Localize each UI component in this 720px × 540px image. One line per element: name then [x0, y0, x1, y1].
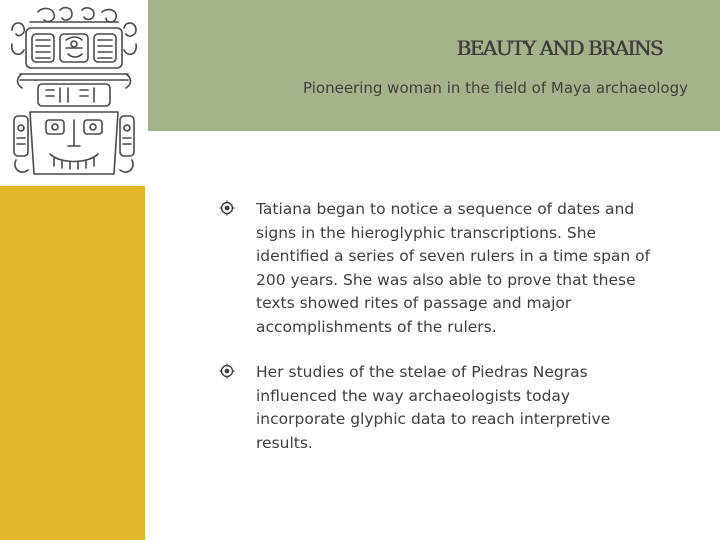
slide-subtitle: Pioneering woman in the field of Maya archaeology — [303, 79, 688, 97]
header-band — [148, 0, 720, 131]
bullet-list — [218, 198, 658, 477]
circled-dot-bullet-icon — [219, 363, 235, 379]
bullet-item — [218, 361, 658, 455]
maya-glyph-illustration — [8, 4, 140, 184]
side-accent-band — [0, 186, 145, 540]
slide-title: BEAUTY AND BRAINS — [456, 36, 662, 60]
bullet-text: Her studies of the stelae of Piedras Negras influenced the way archaeologists today incorporate glyphic data to reach interpretive results. — [256, 363, 611, 452]
circled-dot-bullet-icon — [219, 200, 235, 216]
bullet-text: Tatiana began to notice a sequence of dates and signs in the hieroglyphic transcriptions. She identified a series of seven rulers in a time span of 200 years. She was also able to prove that these texts showed rites of passage and major accomplishments of the rulers. — [256, 200, 651, 336]
bullet-item — [218, 198, 658, 339]
